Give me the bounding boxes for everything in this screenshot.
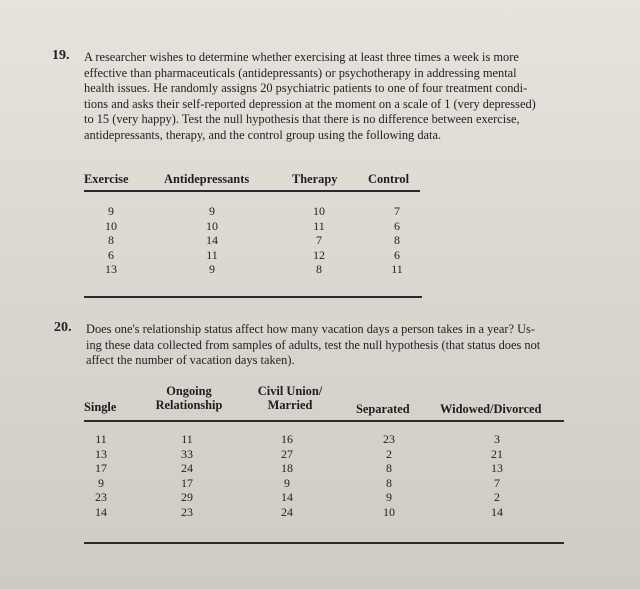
q19-number: 19. xyxy=(52,48,70,63)
table-cell: 7 xyxy=(316,233,322,247)
table-cell: 8 xyxy=(394,233,400,247)
table-cell: 23 xyxy=(181,504,193,519)
table-cell: 7 xyxy=(394,204,400,218)
table-cell: 24 xyxy=(281,504,293,519)
header-line: Civil Union/ xyxy=(257,384,323,398)
table-cell: 11 xyxy=(391,262,403,276)
table-cell: 16 xyxy=(281,432,293,446)
table-cell: 6 xyxy=(394,218,400,233)
q20-line: ing these data collected from samples of adults, test the null hypothesis (that status does not xyxy=(86,337,541,352)
table-cell: 10 xyxy=(383,504,395,519)
table-cell: 14 xyxy=(206,233,218,247)
q20-column-widowed-divorced xyxy=(480,432,514,519)
table-cell: 11 xyxy=(206,247,218,262)
table-cell: 23 xyxy=(383,432,395,446)
table-cell: 8 xyxy=(386,461,392,475)
table-cell: 14 xyxy=(281,490,293,504)
q19-header-exercise: Exercise xyxy=(84,172,129,186)
header-line: Married xyxy=(267,398,313,412)
q20-bottom-rule xyxy=(84,542,564,544)
table-cell: 8 xyxy=(108,233,114,247)
q19-header-rule xyxy=(84,190,420,192)
q19-text xyxy=(84,50,536,143)
table-cell: 9 xyxy=(209,204,215,218)
table-cell: 24 xyxy=(181,461,193,475)
table-cell: 9 xyxy=(386,490,392,504)
table-cell: 9 xyxy=(98,475,104,490)
q19-column-therapy xyxy=(302,204,336,277)
table-cell: 18 xyxy=(281,461,293,475)
q19-bottom-rule xyxy=(84,296,422,298)
q19-line: antidepressants, therapy, and the control group using the following data. xyxy=(84,127,442,142)
q19-line: tions and asks their self-reported depression at the moment on a scale of 1 (very depressed) xyxy=(84,96,536,111)
q19-line: A researcher wishes to determine whether exercising at least three times a week is more xyxy=(84,50,519,64)
table-cell: 11 xyxy=(313,218,325,233)
q19-column-control xyxy=(380,204,414,277)
table-cell: 2 xyxy=(386,446,392,461)
table-cell: 17 xyxy=(181,475,193,490)
q20-header-separated: Separated xyxy=(356,402,410,416)
q20-text xyxy=(86,322,540,369)
q20-header-civil-union-married xyxy=(240,384,340,412)
table-cell: 14 xyxy=(95,504,107,519)
table-cell: 10 xyxy=(206,218,218,233)
q19-line: effective than pharmaceuticals (antidepressants) or psychotherapy in addressing mental xyxy=(84,65,517,80)
table-cell: 29 xyxy=(181,490,193,504)
table-cell: 13 xyxy=(95,446,107,461)
table-cell: 13 xyxy=(105,262,117,276)
q20-header-ongoing-relationship xyxy=(146,384,232,412)
table-cell: 17 xyxy=(95,461,107,475)
table-cell: 11 xyxy=(181,432,193,446)
table-cell: 33 xyxy=(181,446,193,461)
table-cell: 12 xyxy=(313,247,325,262)
table-cell: 6 xyxy=(108,247,114,262)
table-cell: 8 xyxy=(386,475,392,490)
q20-line: Does one's relationship status affect how many vacation days a person takes in a year? Us- xyxy=(86,322,535,336)
q19-line: health issues. He randomly assigns 20 psychiatric patients to one of four treatment condi- xyxy=(84,81,528,95)
table-cell: 11 xyxy=(95,432,107,446)
q20-header-rule xyxy=(84,420,564,422)
q20-column-single xyxy=(86,432,116,519)
header-line: Relationship xyxy=(155,398,223,412)
table-cell: 8 xyxy=(316,262,322,276)
table-cell: 27 xyxy=(281,446,293,461)
q19-header-therapy: Therapy xyxy=(292,172,338,186)
table-cell: 14 xyxy=(491,504,503,519)
q20-line: affect the number of vacation days taken). xyxy=(86,353,295,367)
q19-header-control: Control xyxy=(368,172,410,186)
q20-header-single: Single xyxy=(84,400,117,414)
q19-line: to 15 (very happy). Test the null hypothesis that there is no difference between exercise, xyxy=(84,112,520,126)
table-cell: 21 xyxy=(491,446,503,461)
table-cell: 9 xyxy=(209,262,215,276)
table-cell: 3 xyxy=(494,432,500,446)
table-cell: 13 xyxy=(491,461,503,475)
table-cell: 23 xyxy=(95,490,107,504)
table-cell: 10 xyxy=(313,204,325,218)
q20-number: 20. xyxy=(54,320,72,335)
table-cell: 7 xyxy=(494,475,500,490)
q20-column-separated xyxy=(372,432,406,519)
q19-header-antidepressants: Antidepressants xyxy=(164,172,250,186)
q19-column-exercise xyxy=(96,204,126,277)
q19-column-antidepressants xyxy=(188,204,236,277)
header-line: Ongoing xyxy=(166,384,212,398)
table-cell: 6 xyxy=(394,247,400,262)
table-cell: 9 xyxy=(284,475,290,490)
table-cell: 10 xyxy=(105,218,117,233)
q20-header-widowed-divorced: Widowed/Divorced xyxy=(440,402,542,416)
table-cell: 9 xyxy=(108,204,114,218)
q20-column-civil-union-married xyxy=(270,432,304,519)
q20-column-ongoing-relationship xyxy=(170,432,204,519)
table-cell: 2 xyxy=(494,490,500,504)
